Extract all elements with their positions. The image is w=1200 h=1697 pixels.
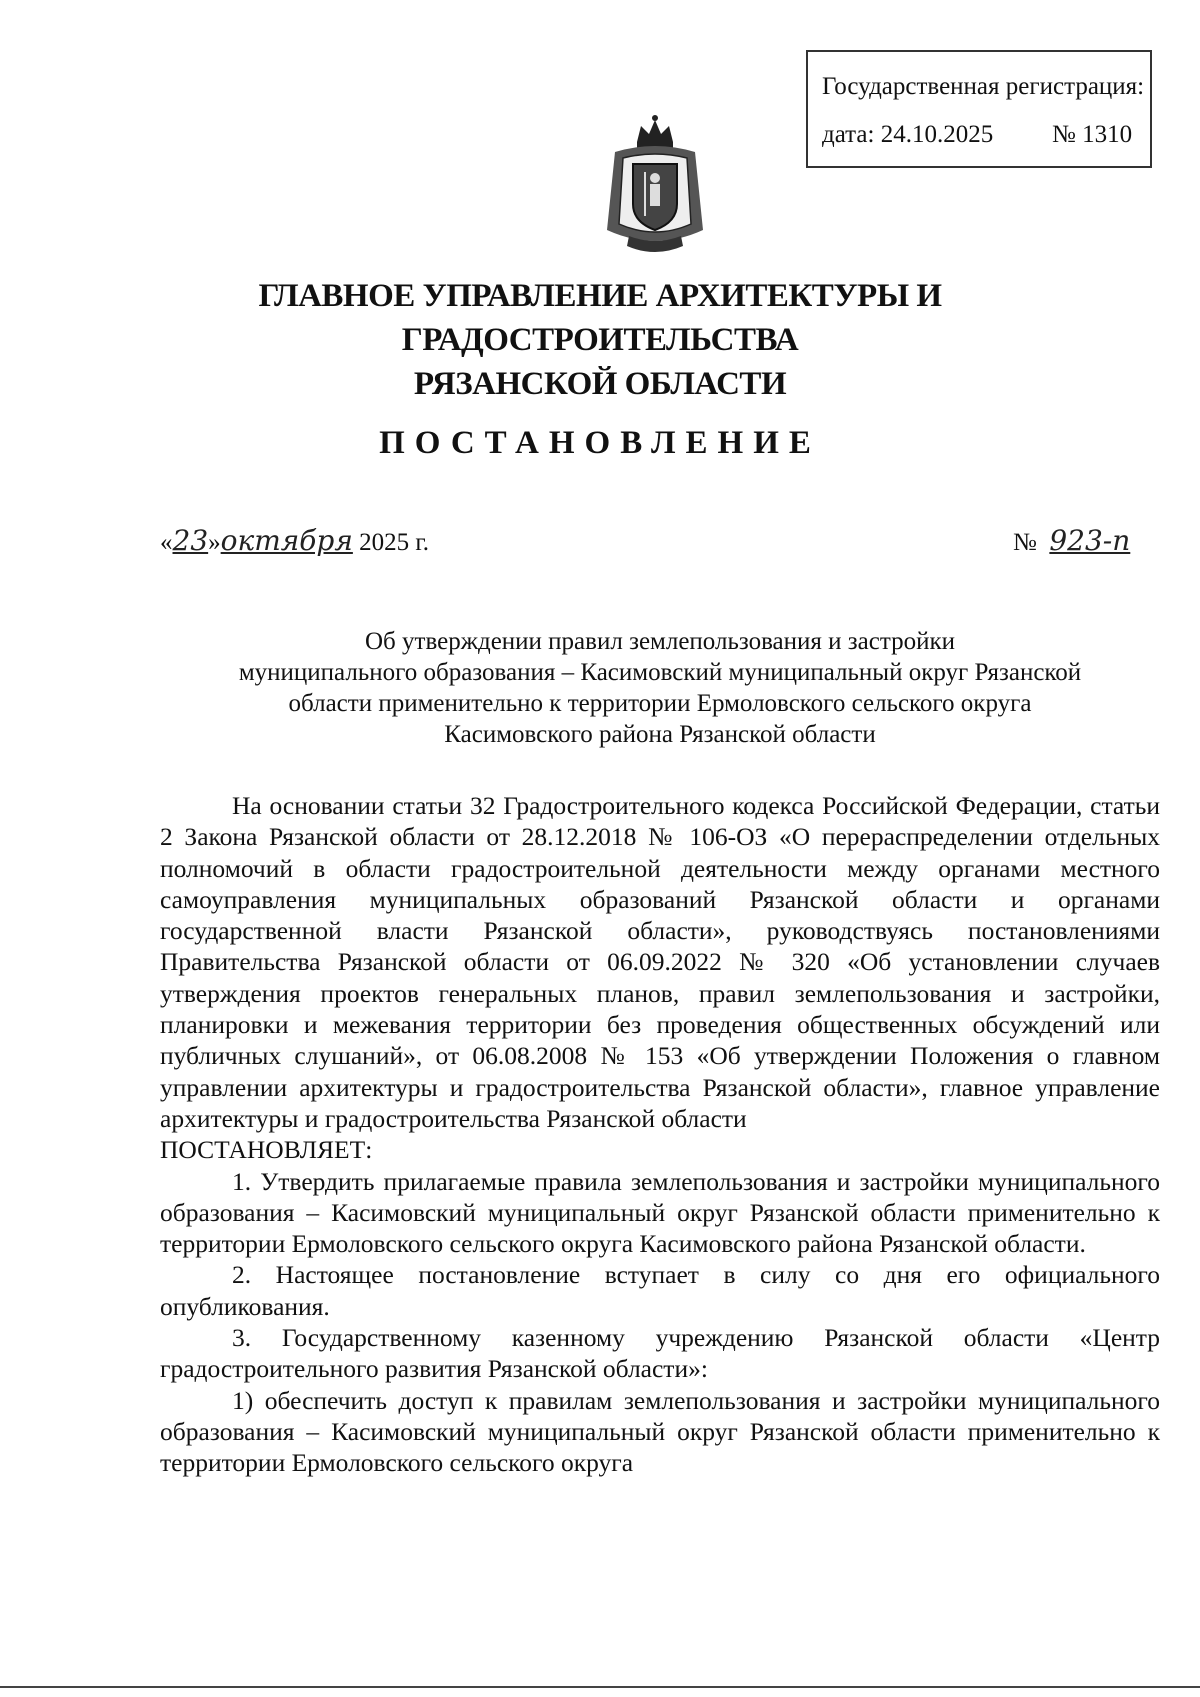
item-2-paragraph: 2. Настоящее постановление вступает в силу со дня его официального опубликования. [160, 1260, 1160, 1321]
preamble-paragraph: На основании статьи 32 Градостроительного кодекса Российской Федерации, статьи 2 Закона Рязанской области от 28.12.2018 № 106-ОЗ «О перераспределении отдельных полномочий в области градостроительной деятельности между органами местного самоуправления муниципальных образований Рязанской области и органами государственной власти Рязанской области», руководствуясь постановлениями Правительства Рязанской области от 06.09.2022 № 320 «Об установлении случаев утверждения проектов генеральных планов, правил землепользования и застройки, планировки и межевания территории без проведения общественных обсуждений или публичных слушаний», от 06.08.2008 № 153 «Об утверждении Положения о главном управлении архитектуры и градостроительства Рязанской области», главное управление архитектуры и градостроительства Рязанской области [160, 791, 1160, 1133]
item-1-paragraph: 1. Утвердить прилагаемые правила землепользования и застройки муниципального образования – Касимовский муниципальный округ Рязанской области применительно к территории Ермоловского сельского округа Касимовского района Рязанской области. [160, 1166, 1160, 1259]
number-value: 923-п [1049, 524, 1131, 557]
decree-word: ПОСТАНОВЛЯЕТ: [160, 1135, 373, 1165]
date-close-quote: » [208, 529, 221, 556]
subject-line-4: Касимовского района Рязанской области [444, 721, 876, 748]
organization-name-line2: РЯЗАНСКОЙ ОБЛАСТИ [413, 366, 787, 402]
organization-name-line1: ГЛАВНОЕ УПРАВЛЕНИЕ АРХИТЕКТУРЫ И ГРАДОСТРОИТЕЛЬСТВА [258, 278, 942, 358]
page-bottom-rule [0, 1686, 1200, 1688]
organization-name [100, 274, 1100, 406]
number-label: № [1013, 529, 1037, 556]
date-year: 2025 г. [359, 529, 430, 556]
registration-stamp [806, 50, 1152, 168]
item-3-1-paragraph: 1) обеспечить доступ к правилам землепользования и застройки муниципального образования – Касимовский муниципальный округ Рязанской области применительно к территории Ермоловского сельского округа [160, 1385, 1160, 1478]
registration-title: Государственная регистрация: [822, 73, 1145, 100]
date-month: октября [220, 524, 353, 557]
document-number [1013, 524, 1130, 557]
date-open-quote: « [160, 529, 173, 556]
document-body [160, 790, 1160, 1479]
item-3-paragraph: 3. Государственному казенному учреждению Рязанской области «Центр градостроительного развития Рязанской области»: [160, 1323, 1160, 1384]
subject-line-1: Об утверждении правил землепользования и застройки [365, 628, 955, 655]
subject-line-3: области применительно к территории Ермоловского сельского округа [288, 690, 1032, 717]
document-date [160, 524, 429, 557]
registration-date: дата: 24.10.2025 [822, 121, 994, 148]
document-type-title: ПОСТАНОВЛЕНИЕ [379, 425, 821, 461]
date-day: 23 [172, 524, 209, 557]
registration-number: № 1310 [1052, 121, 1133, 148]
document-subject [160, 626, 1160, 750]
subject-line-2: муниципального образования – Касимовский муниципальный округ Рязанской [238, 659, 1082, 686]
coat-of-arms-emblem [595, 112, 715, 262]
